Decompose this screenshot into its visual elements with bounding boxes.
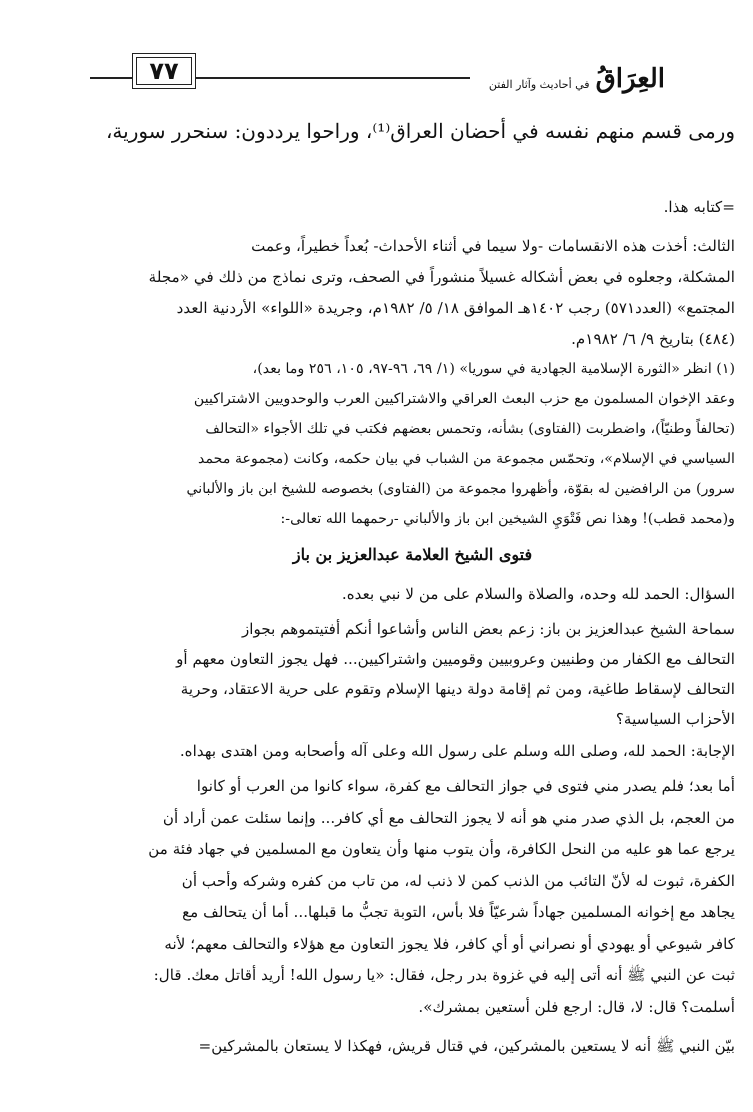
answer-body [88, 771, 735, 1023]
answer-intro [88, 737, 735, 765]
running-header-title [470, 52, 665, 92]
answer-line: الكفرة، ثبوت له لأنّ التائب من الذنب كمن لا ذنب له، من تاب من كفره وشركه وأحب أن [181, 871, 735, 890]
header-rule-left [90, 77, 132, 79]
footnote-continuation [88, 194, 735, 220]
continuation-line: =كتابه هذا. [663, 198, 735, 216]
answer-line: أما بعد؛ فلم يصدر مني فتوى في جواز التحالف مع كفرة، سواء كانوا من العرب أو كانوا [196, 777, 735, 795]
footnote-line: سرور) من الرافضين له بقوّة، وأظهروا مجموعة من (الفتاوى) بخصوصه للشيخ ابن باز والألباني [186, 481, 735, 497]
book-title-main: العِرَاقُ [595, 64, 665, 94]
footnote-line: (١) انظر «الثورة الإسلامية الجهادية في سوريا» (١/ ٦٩، ٩٦-٩٧، ١٠٥، ٢٥٦ وما بعد)، [252, 361, 735, 377]
final-paragraph [88, 1031, 735, 1061]
answer-line: ثبت عن النبي ﷺ أنه أتى إليه في غزوة بدر رجل، فقال: «يا رسول الله! أريد أقاتل معك. قال: [153, 966, 735, 984]
footnote-line: و(محمد قطب)! وهذا نص فَتْوَيِ الشيخين ابن باز والألباني -رحمهما الله تعالى-: [280, 511, 735, 527]
paragraph-line: المشكلة، وجعلوه في بعض أشكاله غسيلاً منشوراً في الصحف، وترى نماذج من ذلك في «مجلة [148, 268, 735, 286]
book-title-sub: في أحاديث وآثار الفتن [488, 77, 590, 91]
answer-line: من العجم، بل الذي صدر مني هو أنه لا يجوز التحالف مع أي كافر... وإنما سئلت عمن أراد أن [162, 808, 735, 827]
paragraph-line: المجتمع» (العدد٥٧١) رجب ١٤٠٢هـ الموافق ١٨/ ٥/ ١٩٨٢م، وجريدة «اللواء» الأردنية العدد [176, 299, 735, 317]
answer-line: كافر شيوعي أو يهودي أو نصراني أو أي كافر، فلا يجوز التعاون مع هؤلاء والتحالف معهم؛ لأنه [164, 934, 735, 953]
question-intro [88, 580, 735, 608]
question-line: الأحزاب السياسية؟ [615, 710, 735, 728]
paragraph-line: الثالث: أخذت هذه الانقسامات -ولا سيما في أثناء الأحداث- بُعداً خطيراً، وعمت [251, 237, 735, 255]
footnote-1 [88, 354, 735, 534]
page-number-box [132, 53, 196, 89]
answer-intro-line: الإجابة: الحمد لله، وصلى الله وسلم على رسول الله وعلى آله وأصحابه ومن اهتدى بهداه. [179, 742, 735, 760]
final-line: بيّن النبي ﷺ أنه لا يستعين بالمشركين، في قتال قريش، فهكذا لا يستعان بالمشركين= [198, 1037, 735, 1055]
question-line: التحالف مع الكفار من وطنيين وعروبيين وقوميين واشتراكيين... فهل يجوز التعاون معهم أو [176, 650, 735, 668]
top-paragraph [88, 115, 735, 147]
answer-line: يرجع عما هو عليه من النحل الكافرة، وأن يتوب منها وأن يتعاون مع المسلمين في جهاد فئة من [148, 840, 735, 858]
question-line: التحالف لإسقاط طاغية، ومن ثم إقامة دولة دينها الإسلام وتقوم على حرية الاعتقاد، وحرية [180, 680, 735, 698]
paragraph-line: (٤٨٤) بتاريخ ٩/ ٦/ ١٩٨٢م. [571, 330, 735, 348]
answer-line: أسلمت؟ قال: لا، قال: ارجع فلن أستعين بمشرك». [418, 997, 735, 1016]
fatwa-heading: فتوى الشيخ العلامة عبدالعزيز بن باز [292, 545, 533, 564]
header-rule-right [196, 77, 470, 79]
top-line: ورمى قسم منهم نفسه في أحضان العراق⁽¹⁾، وراحوا يرددون: سنحرر سورية، [105, 119, 735, 143]
answer-line: يجاهد مع إخوانه المسلمين جهاداً شرعيّاً فلا بأس، التوبة تجبُّ ما قبلها... أما أن يتحالف مع [182, 903, 735, 921]
footnote-line: وعقد الإخوان المسلمون مع حزب البعث العراقي والاشتراكيين العرب والوحدويين الاشتراكيين [193, 391, 735, 407]
question-body [88, 614, 735, 734]
question-line: سماحة الشيخ عبدالعزيز بن باز: زعم بعض الناس وأشاعوا أنكم أفتيتموهم بجواز [241, 620, 735, 638]
footnote-line: السياسي في الإسلام»، وتحمّس مجموعة من الشباب في بيان حكمه، وكانت (مجموعة محمد [198, 451, 735, 467]
third-paragraph [88, 231, 735, 355]
page-number: ٧٧ [149, 57, 179, 85]
question-intro-line: السؤال: الحمد لله وحده، والصلاة والسلام على من لا نبي بعده. [341, 585, 735, 603]
footnote-line: (تحالفاً وطنيّاً)، واضطربت (الفتاوى) بشأنه، وتحمس بعضهم فكتب في تلك الأجواء «التحالف [205, 421, 735, 437]
